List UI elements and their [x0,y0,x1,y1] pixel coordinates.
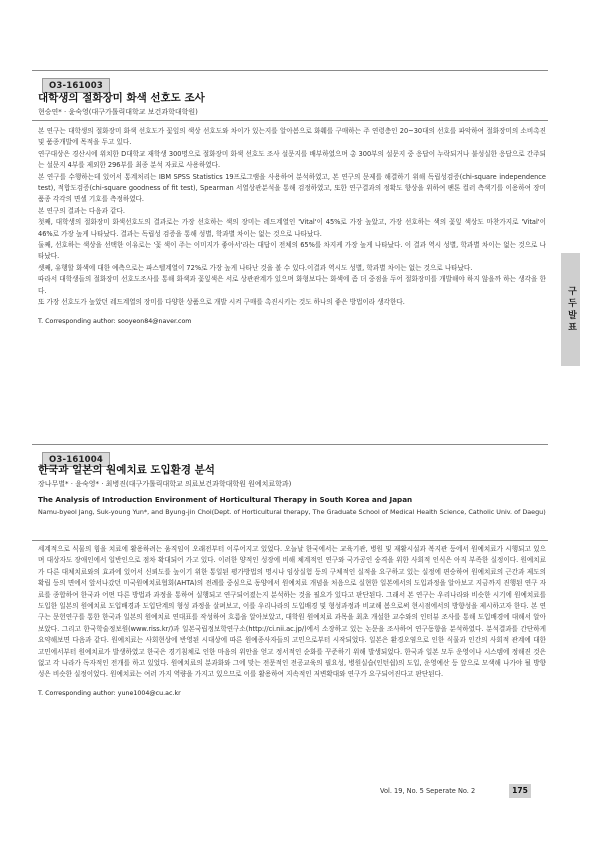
section-rule [32,120,548,121]
abstract-title: 대학생의 절화장미 화색 선호도 조사 [38,92,205,104]
body-paragraph: 세계적으로 식물의 힘을 치료에 활용하려는 움직임이 오래전부터 이루어지고 있었다. 오늘날 한국에서는 교육기관, 병원 및 재활시설과 복지관 등에서 원예치료가 시행되고 있으며 대상자도 장애인에서 일반인으로 점차 확대되어 가고 있다. 이러한 양적인 성장에 비해 체계적인 연구와 국가공인 숭격을 위한 사회적 인식은 아직 부족한 실정이다. 원예치료가 다른 대체치료와의 효과에 있어서 신뢰도를 높이기 위한 통일된 평가방법의 명시나 임상실험 등의 구체적인 실적을 요구하고 있는 실정에 편승하여 원예치료의 근간과 제도의 확립 등의 면에서 앞서나갔던 미국원예치료협회(AHTA)의 전례를 중심으로 동양에서 원예치료 개념을 처음으로 실현한 일본에서의 도입과정을 알아보고 지금까지 진행된 연구 자료를 종합하여 한국과 어떤 다른 방법과 과정을 통하여 실행되고 연구되어졌는지 분석하는 것을 필요가 있다고 판단된다. 그래서 본 연구는 우리나라와 비슷한 시기에 원예치료를 도입한 일본의 원예치료 도입배경과 도입단계의 형성 과정을 살펴보고, 이를 우리나라의 도입배경 및 형성과정과 비교해 봄으로써 현시점에서의 방향성을 제시하고자 한다. 본 연구는 문헌연구를 통한 한국과 일본의 원예치료 연대표를 작성하여 흐름을 알아보았고, 대학원 원예치료 과목을 최초 개설한 교수와의 인터뷰 조사를 통해 도입배경에 대해서 알아보았다. 그리고 한국학술정보원(www.riss.kr/)과 일본국립정보학연구소(http://ci.nii.ac.jp/)에서 소장하고 있는 논문을 조사하여 연구동향을 분석하였다. 분석결과를 간단하게 요약해보면 다음과 같다. 원예치료는 사회현상에 반영된 시대상에 따른 원예종사자들의 고민으로부터 시작되었다. 일본은 환경오염으로 인한 식물과 인간의 사회적 관계에 대한 고민에서부터 원예치료가 발생하였고 한국은 경기침체로 인한 마음의 위안을 얻고 정서적인 순화를 꾸준하기 위해 발생되었다. 한국과 일본 모두 운영이나 시스템에 정해진 것은 없고 각 나라가 독자적인 전개를 하고 있었다. 원예치료의 분과화와 그에 맞는 전문적인 전공교육의 필요성, 병원실습(인턴쉽)의 도입, 운영예산 등 앞으로 모색해 나가야 될 방향성은 비슷한 실정이었다. 원예치료는 여러 가지 역량을 가지고 있으므로 이를 활용하여 지속적인 저변확대와 연구가 요구되어진다고 판단된다. [38,545,546,679]
body-paragraph: 연구대상은 경산시에 위치한 D대학교 재학생 300명으로 절화장미 화색 선호도 조사 설문지를 배부하였으며 총 300부의 설문지 중 응답이 누락되거나 불성실한 응답으로 간주되는 설문지 4부를 제외한 296부를 최종 분석 자료로 사용하였다. [38,149,546,170]
body-paragraph: 또 가장 선호도가 높았던 레드계열의 장미를 다양한 상품으로 개발 시켜 구매를 촉진시키는 것도 하나의 좋은 방법이라 생각한다. [38,298,405,307]
abstract-title: 한국과 일본의 원예치료 도입환경 분석 [38,464,215,476]
corresponding-author: T. Corresponding author: sooyeon84@naver.com [38,317,192,325]
body-paragraph: 본 연구를 수행하는데 있어서 통계처리는 IBM SPSS Statistics 19프로그램을 사용하여 분석하였고, 본 연구의 문제를 해결하기 위해 독립성검증(chi-square independence test), 적합도검증(chi-square goodness of fit test), Spearman 서열상관분석을 통해 검정하였고, 또한 연구결과의 정확도 향상을 위하여 팬톤 컬러 측색기를 이용하여 장미 품종 각각의 면셀 기호를 측정하였다. [38,172,546,204]
english-authors: Namu-byeol Jang, Suk-young Yun*, and Byung-jin Choi(Dept. of Horticultural therapy, The Graduate School of Medical Health Science, Catholic Univ. of Daegu) [38,508,546,516]
body-paragraph: 셋째, 유행할 화색에 대한 예측으로는 파스텔계열이 72%로 가장 높게 나타난 것을 볼 수 있다.이결과 역시도 성별, 학과별 차이는 없는 것으로 나타났다. [38,263,473,272]
page-number: 175 [509,784,531,798]
section-rule [32,444,548,445]
english-title: The Analysis of Introduction Environment of Horticultural Therapy in South Korea and Japan [38,495,413,504]
abstract-body [38,126,546,325]
abstract-authors: 현승연* · 윤숙영(대구가톨릭대학교 보건과학대학원) [38,108,198,116]
abstract-code: O3-161004 [42,452,110,467]
side-section-tab [561,253,580,366]
body-paragraph: 본 연구는 대학생의 절화장미 화색 선호도가 꽃잎의 색상 선호도와 차이가 있는지를 알아봄으로 화훼를 구매하는 주 연령층인 20~30대의 선호를 파악하여 절화장미의 소비촉진 및 품종개발에 목적을 두고 있다. [38,127,546,147]
abstract-body [38,544,546,697]
corresponding-author: T. Corresponding author: yune1004@cu.ac.kr [38,689,181,697]
section-rule [32,70,548,71]
body-paragraph: 따라서 대학생들의 절화장미 선호도조사를 통해 화색과 꽃잎색은 서로 상관관계가 있으며 화형보다는 화색에 좀 더 중점을 두어 절화장미를 개발해야 하지 않을까 하는 생각을 한다. [38,275,546,295]
journal-footer: Vol. 19, No. 5 Seperate No. 2 [380,787,476,795]
section-rule [32,540,548,541]
body-paragraph: 본 연구의 결과는 다음과 같다. [38,206,125,215]
body-paragraph: 둘째, 선호하는 색상을 선택한 이유로는 '꽃 색이 주는 이미지가 좋아서'라는 대답이 전체의 65%를 차지케 가장 높게 나타났다. 이 결과 역시 성별, 학과별 차이는 없는 것으로 나타났다. [38,241,546,261]
abstract-authors: 장나무별* · 윤숙영* · 최병진(대구가톨릭대학교 의료보건과학대학원 원예치료학과) [38,480,292,488]
side-tab-label: 구두발표 [566,285,576,334]
body-paragraph: 첫째, 대학생의 절화장미 화색선호도의 결과로는 가장 선호하는 색의 장미는 레드계열인 'Vital'이 45%로 가장 높았고, 가장 선호하는 색의 꽃잎 색상도 마찬가지로 'Vital'이 46%로 가장 높게 나타났다. 결과는 독립성 검증을 통해 성별, 학과별 차이는 없는 것으로 나타났다. [38,218,546,238]
abstract-code: O3-161003 [42,78,110,93]
